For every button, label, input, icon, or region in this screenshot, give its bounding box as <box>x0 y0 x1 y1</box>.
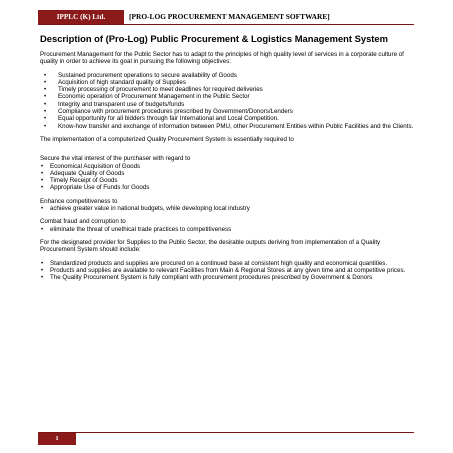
list-item: • Compliance with procurement procedures prescribed by Government/Donors/Lenders <box>40 108 414 115</box>
header-title: [PRO-LOG PROCUREMENT MANAGEMENT SOFTWARE] <box>129 12 330 21</box>
intro-paragraph: Procurement Management for the Public Sector has to adapt to the principles of high quality level of services in a corporate culture of quality in order to achieve its goal in pursuing the following objectives: <box>40 51 404 66</box>
document-body <box>40 33 414 281</box>
list-item: • Integrity and transparent use of budgets/funds <box>40 101 414 108</box>
company-tag: IPPLC (K) Ltd. <box>38 10 124 24</box>
list-item: • The Quality Procurement System is fully compliant with procurement procedures prescribed by Government & Donors <box>40 274 414 281</box>
combat-heading: Combat fraud and corruption to <box>40 218 126 226</box>
outcomes-list <box>40 260 414 282</box>
list-item: • Equal opportunity for all bidders through fair International and Local Competition. <box>40 115 414 122</box>
implementation-paragraph: The implementation of a computerized Quality Procurement System is essentially required to <box>40 135 294 143</box>
enhance-list <box>40 205 414 212</box>
objectives-list <box>40 72 414 130</box>
list-item: • Adequate Quality of Goods <box>40 170 414 177</box>
provider-paragraph: For the designated provider for Supplies to the Public Sector, the desirable outputs deriving from implementation of a Quality Procurement System should include: <box>40 238 381 254</box>
list-item: • Products and supplies are available to relevant Facilities from Main & Regional Stores at any given time and at competitive prices. <box>40 267 414 274</box>
secure-list <box>40 163 414 192</box>
list-item: • Economical Acquisition of Goods <box>40 163 414 170</box>
list-item: • Appropriate Use of Funds for Goods <box>40 184 414 191</box>
page-number: 1 <box>38 433 76 445</box>
list-item: • eliminate the threat of unethical trade practices to competitiveness <box>40 226 414 233</box>
list-item: • Timely processing of procurement to meet deadlines for required deliveries <box>40 86 414 93</box>
list-item: • Sustained procurement operations to secure availability of Goods <box>40 72 414 79</box>
page-header <box>38 10 414 25</box>
enhance-heading: Enhance competitiveness to <box>40 197 118 205</box>
list-item: • achieve greater value in national budgets, while developing local industry <box>40 205 414 212</box>
combat-list <box>40 226 414 233</box>
page-footer <box>38 432 414 445</box>
list-item: • Know-how transfer and exchange of information between PMU, other Procurement Entities within Public Facilities and the Clients. <box>40 123 414 130</box>
list-item: • Timely Receipt of Goods <box>40 177 414 184</box>
secure-heading: Secure the vital interest of the purchaser with regard to <box>40 155 191 163</box>
list-item: • Standardized products and supplies are procured on a continued base at consistent high quality and economical quantities. <box>40 260 414 267</box>
list-item: • Acquisition of high standard quality of Supplies <box>40 79 414 86</box>
document-title: Description of (Pro-Log) Public Procurement & Logistics Management System <box>40 33 388 44</box>
list-item: • Economic operation of Procurement Management in the Public Sector <box>40 93 414 100</box>
